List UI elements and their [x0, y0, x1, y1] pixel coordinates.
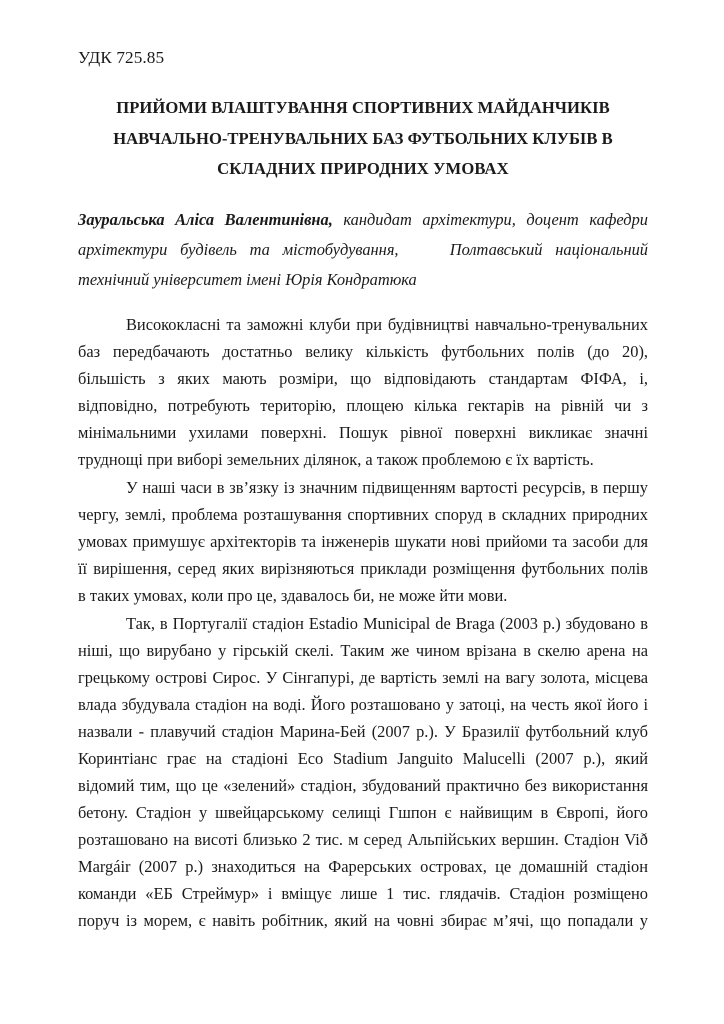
title-line-2: НАВЧАЛЬНО-ТРЕНУВАЛЬНИХ БАЗ ФУТБОЛЬНИХ КЛУБІВ В [113, 128, 613, 148]
paragraph-3 [78, 610, 648, 934]
paragraph-3-line-2: ніші, що вирубано у гірській скелі. Таким же чином врізана в скелю арена на [78, 640, 648, 660]
paragraph-1-line-1-text: Висококласні та заможні клуби при будівництві навчально-тренувальних [126, 314, 648, 334]
paragraph-3-line-7: відомий тим, що це «зелений» стадіон, збудований практично без використання [78, 775, 648, 795]
author-affiliation-block [78, 205, 648, 295]
author-affiliation-part-2: архітектури будівель та містобудування, [78, 239, 399, 259]
paragraph-3-line-11: команди «ЕБ Стреймур» і вміщує лише 1 тис. глядачів. Стадіон розміщено [78, 883, 648, 903]
article-title [78, 93, 648, 185]
paragraph-3-line-8: бетону. Стадіон у швейцарському селищі Гшпон є найвищим в Європі, його [78, 802, 648, 822]
paragraph-2-line-3: умовах примушує архітекторів та інженерів шукати нові прийоми та засоби для [78, 531, 648, 551]
paragraph-3-line-9: розташовано на висоті близько 2 тис. м серед Альпійських вершин. Стадіон Við [78, 829, 648, 849]
author-name: Зауральська Аліса Валентинівна, [78, 209, 333, 229]
author-affiliation-part-3: Полтавський національний [449, 239, 648, 259]
paragraph-1-line-3: більшість з яких мають розміри, що відповідають стандартам ФІФА, і, [78, 368, 648, 388]
title-line-1: ПРИЙОМИ ВЛАШТУВАННЯ СПОРТИВНИХ МАЙДАНЧИКІВ [116, 98, 610, 117]
udk-code: УДК 725.85 [78, 48, 165, 67]
paragraph-2-line-2: чергу, землі, проблема розташування спортивних споруд в складних природних [78, 504, 648, 524]
paragraph-3-line-4: влада збудувала стадіон на воді. Його розташовано у затоці, на честь якої його і [78, 694, 648, 714]
paragraph-2-line-4: її вирішення, серед яких вирізняються приклади розміщення футбольних полів [78, 558, 648, 578]
page-content [78, 0, 648, 934]
paragraph-3-line-3: грецькому острові Сирос. У Сінгапурі, де вартість землі на вагу золота, місцева [78, 667, 648, 687]
author-line-3: технічний університет імені Юрія Кондратюка [78, 269, 417, 289]
paragraph-1-line-6: труднощі при виборі земельних ділянок, а також проблемою є їх вартість. [78, 449, 594, 469]
paragraph-2-line-1 [78, 474, 648, 501]
paragraph-3-line-5: назвали - плавучий стадіон Марина-Бей (2007 р.). У Бразилії футбольний клуб [78, 721, 648, 741]
paragraph-1-line-2: баз передбачають достатньо велику кількість футбольних полів (до 20), [78, 341, 648, 361]
paragraph-1-line-1 [78, 311, 648, 338]
title-line-3: СКЛАДНИХ ПРИРОДНИХ УМОВАХ [217, 159, 509, 178]
paragraph-1-line-4: відповідно, потребують територію, площею кілька гектарів на рівній чи з [78, 395, 648, 415]
author-line-1 [78, 205, 648, 235]
paragraph-3-line-1-text: Так, в Португалії стадіон Estadio Municipal de Braga (2003 р.) збудовано в [126, 613, 648, 633]
paragraph-1 [78, 311, 648, 473]
paragraph-3-line-1 [78, 610, 648, 637]
author-line-2 [78, 235, 648, 265]
paragraph-3-line-10: Margáir (2007 р.) знаходиться на Фарерських островах, це домашній стадіон [78, 856, 648, 876]
paragraph-3-line-6: Коринтіанс грає на стадіоні Eco Stadium Janguito Malucelli (2007 р.), який [78, 748, 648, 768]
paragraph-2-line-5: в таких умовах, коли про це, здавалось би, не може йти мови. [78, 585, 508, 605]
paragraph-2 [78, 474, 648, 609]
paragraph-3-line-12: поруч із морем, є навіть робітник, який на човні збирає м’ячі, що попадали у [78, 910, 648, 930]
paragraph-2-line-1-text: У наші часи в зв’язку із значним підвищенням вартості ресурсів, в першу [126, 477, 648, 497]
paragraph-1-line-5: мінімальними ухилами поверхні. Пошук рівної поверхні викликає значні [78, 422, 648, 442]
author-affiliation-part-1: кандидат архітектури, доцент кафедри [343, 209, 648, 229]
